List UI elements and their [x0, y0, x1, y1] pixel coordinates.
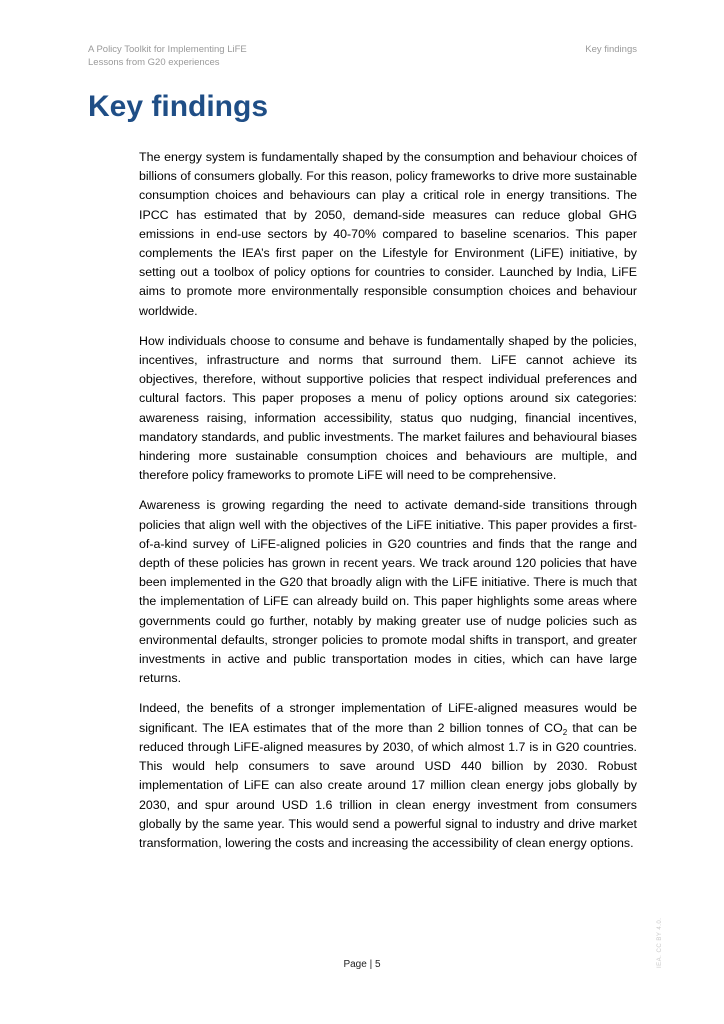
- paragraph-1: The energy system is fundamentally shaped by the consumption and behaviour choices of billions of consumers globally. For this reason, policy frameworks to drive more sustainable consumption choices and behaviours can play a critical role in energy transitions. The IPCC has estimated that by 2050, demand-side measures can reduce global GHG emissions in end-use sectors by 40-70% compared to baseline scenarios. This paper complements the IEA’s first paper on the Lifestyle for Environment (LiFE) initiative, by setting out a toolbox of policy options for countries to consider. Launched by India, LiFE aims to promote more environmentally responsible consumption choices and behaviour worldwide.: [139, 150, 637, 318]
- header-report-title: A Policy Toolkit for Implementing LiFE: [88, 44, 247, 55]
- header-report-subtitle: Lessons from G20 experiences: [88, 57, 220, 68]
- header-section-name: Key findings: [585, 44, 637, 55]
- paragraph-3: Awareness is growing regarding the need to activate demand-side transitions through policies that align well with the objectives of the LiFE initiative. This paper provides a first-of-a-kind survey of LiFE-aligned policies in G20 countries and finds that the range and depth of these policies has grown in recent years. We track around 120 policies that have been implemented in the G20 that broadly align with the LiFE initiative. There is much that the implementation of LiFE can already build on. This paper highlights some areas where governments could go further, notably by making greater use of nudge policies such as environmental defaults, stronger policies to promote modal shifts in transport, and greater investments in active and public transportation modes in cities, which can have large returns.: [139, 498, 637, 686]
- paragraph-4-part-1: Indeed, the benefits of a stronger implementation of LiFE-aligned measures would be significant. The IEA estimates that of the more than 2 billion tonnes of CO: [139, 701, 637, 735]
- page-number: Page | 5: [343, 959, 381, 970]
- co2-subscript: 2: [562, 727, 568, 737]
- paragraph-4: [139, 699, 637, 853]
- running-header-left: [88, 43, 247, 69]
- paragraph-2: How individuals choose to consume and behave is fundamentally shaped by the policies, incentives, infrastructure and norms that surround them. LiFE cannot achieve its objectives, therefore, without supportive policies that respect individual preferences and cultural factors. This paper proposes a menu of policy options around six categories: awareness raising, information accessibility, status quo nudging, financial incentives, mandatory standards, and public investments. The market failures and behavioural biases hindering more sustainable consumption choices and behaviours are multiple, and therefore policy frameworks to promote LiFE will need to be comprehensive.: [139, 333, 637, 483]
- license-watermark: IEA. CC BY 4.0.: [657, 917, 663, 968]
- paragraph-4-part-2: that can be reduced through LiFE-aligned measures by 2030, of which almost 1.7 is in G20 countries. This would help consumers to save around USD 440 billion by 2030. Robust implementation of LiFE can also create around 17 million clean energy jobs globally by 2030, and spur around USD 1.6 trillion in clean energy investment from consumers globally by the same year. This would send a powerful signal to industry and drive market transformation, lowering the costs and increasing the accessibility of clean energy options.: [139, 720, 637, 850]
- page-title: Key findings: [88, 90, 269, 123]
- body-text: [139, 148, 637, 864]
